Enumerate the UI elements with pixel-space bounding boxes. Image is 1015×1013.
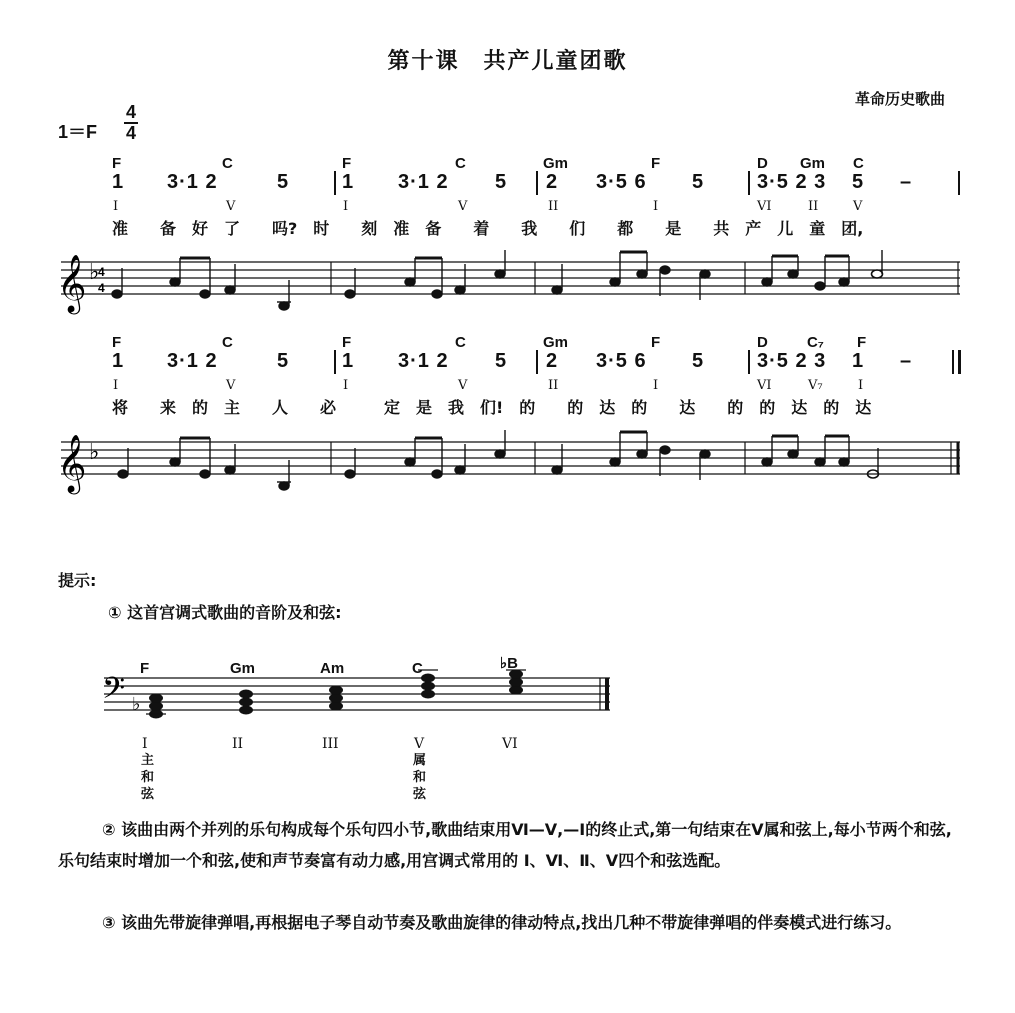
jianpu-note: 1 bbox=[112, 171, 125, 193]
roman-numeral: I bbox=[113, 378, 119, 393]
barline bbox=[536, 350, 538, 374]
jianpu-note: – bbox=[900, 171, 913, 193]
flat-icon: ♭ bbox=[89, 259, 100, 284]
jianpu-note: 3·1 2 bbox=[167, 171, 218, 193]
final-barline-thick bbox=[958, 350, 961, 374]
chord-symbol: C bbox=[222, 334, 233, 351]
scale-chord-name: Am bbox=[320, 660, 345, 677]
hints-heading: 提示: bbox=[58, 571, 97, 590]
scale-chord-roman: III bbox=[322, 736, 339, 752]
chord-symbol: D bbox=[757, 334, 768, 351]
lyrics: 将 来 的 主 人 必 定 是 我 们! 的 的 达 的 达 的 的 达 的 达 bbox=[112, 398, 872, 417]
chord-symbol: F bbox=[651, 334, 661, 351]
jianpu-note: 2 bbox=[546, 171, 559, 193]
scale-chord-function: 属和弦 bbox=[413, 753, 427, 802]
chord-symbol: F bbox=[112, 334, 122, 351]
scale-chord-function: 主和弦 bbox=[141, 753, 155, 802]
hint-item-1: ① 这首宫调式歌曲的音阶及和弦: bbox=[108, 603, 342, 622]
jianpu-note: 2 bbox=[546, 350, 559, 372]
chord-symbol: C₇ bbox=[807, 334, 824, 351]
roman-numeral: II bbox=[808, 199, 819, 214]
end-barline bbox=[958, 171, 960, 195]
jianpu-note: 5 bbox=[692, 350, 705, 372]
svg-text:4: 4 bbox=[98, 281, 105, 295]
jianpu-note: 5 bbox=[495, 171, 508, 193]
barline bbox=[748, 171, 750, 195]
chord-symbol: C bbox=[222, 155, 233, 172]
roman-numeral: VI bbox=[757, 378, 772, 393]
roman-numeral: V bbox=[458, 378, 468, 393]
jianpu-note: 3·1 2 bbox=[398, 350, 449, 372]
scale-chord-name: ♭B bbox=[500, 655, 518, 672]
jianpu-note: 1 bbox=[852, 350, 865, 372]
roman-numeral: VI bbox=[757, 199, 772, 214]
scale-chord-roman: I bbox=[142, 736, 148, 752]
chord-symbol: F bbox=[857, 334, 867, 351]
roman-numeral: II bbox=[548, 378, 559, 393]
lyrics: 准 备 好 了 吗? 时 刻 准 备 着 我 们 都 是 共 产 儿 童 团, bbox=[112, 219, 864, 238]
roman-numeral: V₇ bbox=[808, 378, 823, 393]
jianpu-note: 3·5 6 bbox=[596, 350, 647, 372]
song-category: 革命历史歌曲 bbox=[854, 90, 945, 108]
roman-numeral: I bbox=[343, 378, 349, 393]
chord-symbol: Gm bbox=[800, 155, 826, 172]
staff-line-2 bbox=[55, 428, 965, 503]
flat-icon: ♭ bbox=[132, 694, 141, 714]
roman-numeral: V bbox=[853, 199, 863, 214]
final-barline-thin bbox=[952, 350, 954, 374]
barline bbox=[334, 350, 336, 374]
roman-numeral: V bbox=[458, 199, 468, 214]
chord-symbol: Gm bbox=[543, 155, 569, 172]
chord-symbol: F bbox=[651, 155, 661, 172]
jianpu-note: 5 bbox=[277, 350, 290, 372]
chord-symbol: Gm bbox=[543, 334, 569, 351]
chord-symbol: C bbox=[455, 334, 466, 351]
jianpu-note: 1 bbox=[112, 350, 125, 372]
scale-chord-roman: II bbox=[232, 736, 244, 752]
time-signature bbox=[124, 104, 138, 142]
treble-clef-icon: 𝄞 bbox=[57, 435, 87, 491]
scale-chord-name: Gm bbox=[230, 660, 256, 677]
roman-numeral: II bbox=[548, 199, 559, 214]
jianpu-note: 3·1 2 bbox=[167, 350, 218, 372]
jianpu-note: 5 bbox=[852, 171, 865, 193]
hint-item-3: ③ 该曲先带旋律弹唱,再根据电子琴自动节奏及歌曲旋律的律动特点,找出几种不带旋律弹唱的伴奏模式进行练习。 bbox=[102, 913, 902, 932]
chord-symbol: F bbox=[342, 155, 352, 172]
jianpu-note: 5 bbox=[692, 171, 705, 193]
roman-numeral: I bbox=[653, 378, 659, 393]
jianpu-note: 3·5 2 3 bbox=[757, 171, 827, 193]
bass-clef-icon: 𝄢 bbox=[102, 671, 126, 712]
scale-chord-roman: V bbox=[414, 736, 425, 752]
jianpu-note: 3·5 6 bbox=[596, 171, 647, 193]
roman-numeral: V bbox=[226, 199, 236, 214]
roman-numeral: V bbox=[226, 378, 236, 393]
staff-line-1 bbox=[55, 248, 965, 323]
jianpu-note: – bbox=[900, 350, 913, 372]
chord-symbol: C bbox=[853, 155, 864, 172]
jianpu-note: 1 bbox=[342, 171, 355, 193]
page-title: 第十课 共产儿童团歌 bbox=[387, 48, 628, 74]
scale-chord-name: F bbox=[140, 660, 150, 677]
barline bbox=[334, 171, 336, 195]
scale-chord-name: C bbox=[412, 660, 423, 677]
barline bbox=[748, 350, 750, 374]
jianpu-note: 3·1 2 bbox=[398, 171, 449, 193]
svg-text:4: 4 bbox=[98, 265, 105, 279]
jianpu-note: 5 bbox=[277, 171, 290, 193]
jianpu-note: 3·5 2 3 bbox=[757, 350, 827, 372]
jianpu-note: 5 bbox=[495, 350, 508, 372]
jianpu-note: 1 bbox=[342, 350, 355, 372]
roman-numeral: I bbox=[858, 378, 864, 393]
roman-numeral: I bbox=[113, 199, 119, 214]
roman-numeral: I bbox=[343, 199, 349, 214]
barline bbox=[536, 171, 538, 195]
flat-icon: ♭ bbox=[89, 439, 100, 464]
hint-item-2: ② 该曲由两个并列的乐句构成每个乐句四小节,歌曲结束用Ⅵ—Ⅴ,—Ⅰ的终止式,第一句结束在Ⅴ属和弦上,每小节两个和弦,乐句结束时增加一个和弦,使和声节奏富有动力感,用宫调式常用的 Ⅰ、Ⅵ、Ⅱ、Ⅴ四个和弦选配。 bbox=[58, 820, 952, 870]
treble-clef-icon: 𝄞 bbox=[57, 255, 87, 311]
key-signature: 1＝F bbox=[58, 122, 98, 142]
time-signature-top: 4 bbox=[125, 102, 136, 122]
scale-chords-staff bbox=[100, 652, 620, 812]
scale-chord-roman: VI bbox=[502, 736, 518, 752]
chord-symbol: C bbox=[455, 155, 466, 172]
time-signature-bottom: 4 bbox=[125, 123, 136, 143]
chord-symbol: F bbox=[112, 155, 122, 172]
roman-numeral: I bbox=[653, 199, 659, 214]
chord-symbol: D bbox=[757, 155, 768, 172]
chord-symbol: F bbox=[342, 334, 352, 351]
